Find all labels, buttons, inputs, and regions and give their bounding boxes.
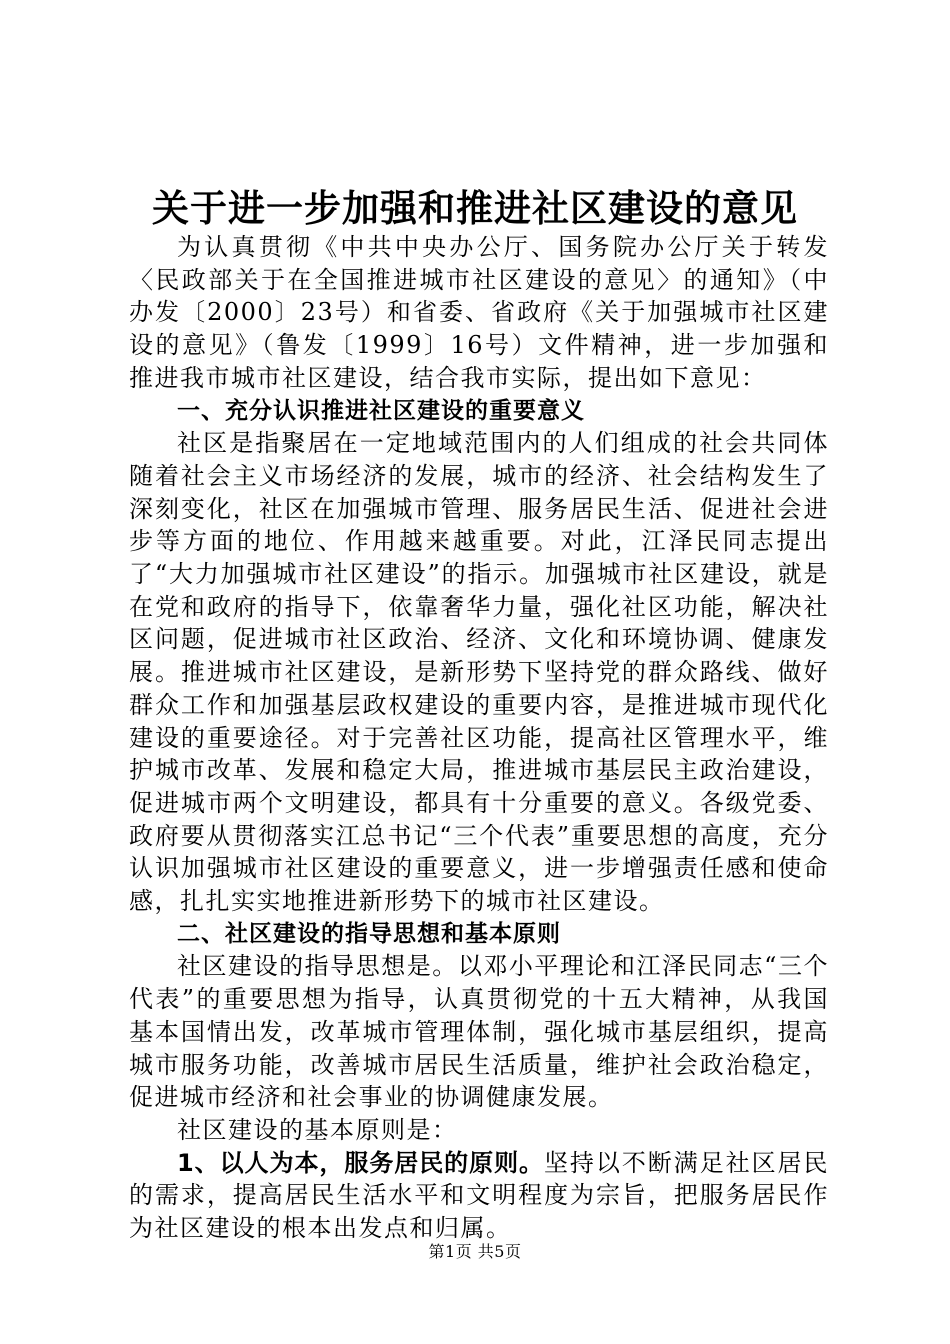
section-1-paragraph: 社区是指聚居在一定地域范围内的人们组成的社会共同体随着社会主义市场经济的发展，城市的经济、社会结构发生了深刻变化，社区在加强城市管理、服务居民生活、促进社会进步等方面的地位、作用越来越重要。对此，江泽民同志提出了“大力加强城市社区建设”的指示。加强城市社区建设，就是在党和政府的指导下，依靠奢华力量，强化社区功能，解决社区问题，促进城市社区政治、经济、文化和环境协调、健康发展。推进城市社区建设，是新形势下坚持党的群众路线、做好群众工作和加强基层政权建设的重要内容，是推进城市现代化建设的重要途径。对于完善社区功能，提高社区管理水平，维护城市改革、发展和稳定大局，推进城市基层民主政治建设，促进城市两个文明建设，都具有十分重要的意义。各级党委、政府要从贯彻落实江总书记“三个代表”重要思想的高度，充分认识加强城市社区建设的重要意义，进一步增强责任感和使命感，扎扎实实地推进新形势下的城市社区建设。 bbox=[129, 429, 829, 916]
principle-1-lead: 1、以人为本，服务居民的原则。 bbox=[177, 1148, 544, 1177]
section-2-paragraph: 社区建设的指导思想是。以邓小平理论和江泽民同志“三个代表”的重要思想为指导，认真贯彻党的十五大精神，从我国基本国情出发，改革城市管理体制，强化城市基层组织，提高城市服务功能，改善城市居民生活质量，维护社会政治稳定，促进城市经济和社会事业的协调健康发展。 bbox=[129, 952, 829, 1112]
page-footer: 第1页 共5页 bbox=[428, 1242, 522, 1261]
principle-1-paragraph bbox=[129, 1147, 829, 1245]
principle-1-text: 坚持以不断满足社区居民的需求，提高居民生活水平和文明程度为宗旨，把服务居民作为社区建设的根本出发点和归属。 bbox=[129, 1148, 830, 1243]
intro-paragraph: 为认真贯彻《中共中央办公厅、国务院办公厅关于转发〈民政部关于在全国推进城市社区建设的意见〉的通知》（中办发〔2000〕23号）和省委、省政府《关于加强城市社区建设的意见》（鲁发〔1999〕16号）文件精神，进一步加强和推进我市城市社区建设，结合我市实际，提出如下意见： bbox=[129, 233, 829, 392]
document-body bbox=[129, 231, 829, 1245]
principles-intro: 社区建设的基本原则是： bbox=[177, 1115, 458, 1144]
section-heading-2: 二、社区建设的指导思想和基本原则 bbox=[177, 920, 561, 947]
section-heading-1: 一、充分认识推进社区建设的重要意义 bbox=[177, 397, 585, 424]
document-title: 关于进一步加强和推进社区建设的意见 bbox=[152, 187, 798, 230]
